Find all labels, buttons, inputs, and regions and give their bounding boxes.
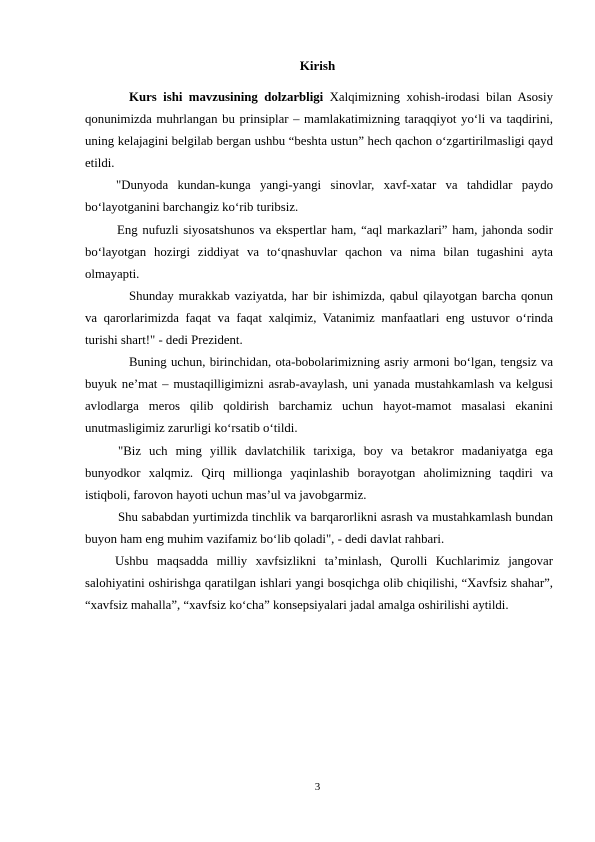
paragraph-lead: Kurs ishi mavzusining dolzarbligi [129,90,324,104]
page-number: 3 [314,781,321,793]
paragraph: Shunday murakkab vaziyatda, har bir ishimizda, qabul qilayotgan barcha qonun va qarorlarimizda faqat va faqat xalqimiz, Vatanimiz manfaatlari eng ustuvor o‘rinda turishi shart!" - dedi Prezident. [85,288,553,348]
body-text [85,86,553,616]
paragraph: "Dunyoda kundan-kunga yangi-yangi sinovlar, xavf-xatar va tahdidlar paydo bo‘layotganini barchangiz ko‘rib turibsiz. [85,178,553,215]
paragraph: "Biz uch ming yillik davlatchilik tarixiga, boy va betakror madaniyatga ega bunyodkor xalqmiz. Qirq millionga yaqinlashib borayotgan aholimizning taqdiri va istiqboli, farovon hayoti uchun mas’ul va javobgarmiz. [85,443,553,502]
page-title: Kirish [299,58,336,73]
paragraph: Shu sababdan yurtimizda tinchlik va barqarorlikni asrash va mustahkamlash bundan buyon ham eng muhim vazifamiz bo‘lib qoladi", - dedi davlat rahbari. [85,509,553,546]
paragraph-text: Xalqimizning xohish-irodasi bilan Asosiy qonunimizda muhrlangan bu prinsiplar – mamlakatimizning taraqqiyot yo‘li va taqdirini, uning kelajagini belgilab bergan ushbu “beshta ustun” hech qachon o‘zgartirilmasligi qayd etildi. [85,90,553,171]
paragraph: Buning uchun, birinchidan, ota-bobolarimizning asriy armoni bo‘lgan, tengsiz va buyuk ne’mat – mustaqilligimizni asrab-avaylash, uni yanada mustahkamlash va kelgusi avlodlarga meros qilib qoldirish barchamiz uchun hayot-mamot masalasi ekanini unutmasligimiz zarurligi ko‘rsatib o‘tildi. [85,355,553,436]
paragraph: Ushbu maqsadda milliy xavfsizlikni ta’minlash, Qurolli Kuchlarimiz jangovar salohiyatini oshirishga qaratilgan ishlari yangi bosqichga olib chiqilishi, “Xavfsiz shahar”, “xavfsiz mahalla”, “xavfsiz ko‘cha” konsepsiyalari jadal amalga oshirilishi aytildi. [85,553,553,613]
paragraph-relevance [85,86,553,174]
paragraph: Eng nufuzli siyosatshunos va ekspertlar ham, “aql markazlari” ham, jahonda sodir bo‘layotgan hozirgi ziddiyat va to‘qnashuvlar qachon va nima bilan tugashini ayta olmayapti. [85,222,553,281]
